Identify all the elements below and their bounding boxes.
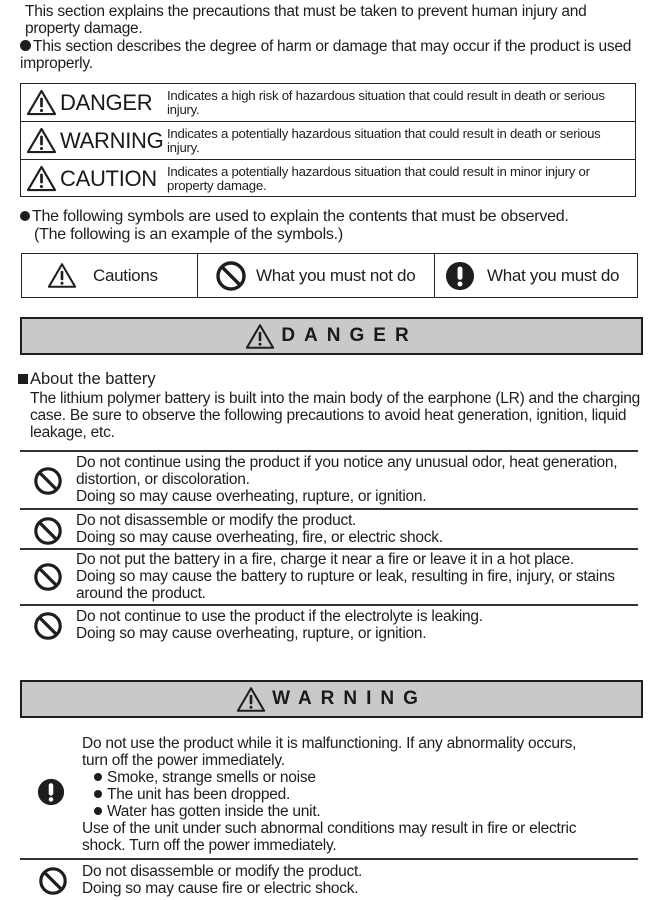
danger-banner bbox=[20, 317, 643, 355]
warning-triangle-icon bbox=[26, 165, 57, 192]
bullet-text: The unit has been dropped. bbox=[107, 786, 291, 803]
signal-word-table bbox=[20, 83, 636, 197]
divider bbox=[20, 604, 638, 606]
signal-description: Indicates a high risk of hazardous situation that could result in death or serious injury. bbox=[167, 87, 605, 117]
symbol-must-not bbox=[197, 254, 434, 297]
item-line: Doing so may cause overheating, rupture, or ignition. bbox=[76, 625, 427, 642]
banner-title: WARNING bbox=[272, 688, 427, 709]
intro-text: This section explains the precautions that must be taken to prevent human injury and property damage. bbox=[25, 3, 587, 37]
symbols-intro bbox=[20, 208, 650, 244]
item-line: distortion, or discoloration. bbox=[76, 471, 250, 488]
item-line: Do not disassemble or modify the product. bbox=[76, 512, 357, 529]
mandatory-exclamation-icon bbox=[37, 777, 65, 807]
item-bullet bbox=[82, 803, 576, 820]
prohibition-icon bbox=[33, 466, 63, 496]
signal-row-caution bbox=[21, 159, 635, 197]
warning-triangle-icon bbox=[245, 323, 275, 350]
item-line: Doing so may cause overheating, rupture, or ignition. bbox=[76, 488, 427, 505]
warning-item bbox=[82, 735, 576, 854]
danger-item bbox=[76, 551, 615, 602]
item-line: Doing so may cause overheating, fire, or electric shock. bbox=[76, 529, 443, 546]
prohibition-icon bbox=[33, 611, 63, 641]
item-line: around the product. bbox=[76, 585, 206, 602]
prohibition-icon bbox=[38, 866, 68, 896]
symbols-intro-line: The following symbols are used to explain the contents that must be observed. bbox=[32, 208, 569, 225]
subsection-body: The lithium polymer battery is built into the main body of the earphone (LR) and the charging case. Be sure to observe the following precautions to avoid heat generation, ignition, liquid leakage, etc. bbox=[30, 390, 641, 441]
item-line: Do not continue to use the product if the electrolyte is leaking. bbox=[76, 608, 483, 625]
symbols-intro-line: (The following is an example of the symbols.) bbox=[34, 226, 343, 243]
mandatory-exclamation-icon bbox=[445, 261, 475, 291]
bullet-icon bbox=[94, 790, 102, 798]
warning-item bbox=[82, 863, 362, 897]
signal-word: DANGER bbox=[60, 89, 153, 115]
danger-item bbox=[76, 512, 443, 546]
signal-row-danger bbox=[21, 84, 635, 121]
signal-row-warning bbox=[21, 121, 635, 159]
symbol-label: What you must not do bbox=[256, 265, 416, 285]
danger-item bbox=[76, 454, 617, 505]
divider bbox=[20, 548, 638, 550]
signal-description: Indicates a potentially hazardous situation that could result in minor injury or property damage. bbox=[167, 163, 590, 193]
divider bbox=[20, 508, 638, 510]
prohibition-icon bbox=[33, 516, 63, 546]
item-line: Do not disassemble or modify the product. bbox=[82, 863, 363, 880]
bullet-icon bbox=[20, 211, 30, 221]
item-line: Doing so may cause the battery to rupture or leak, resulting in fire, injury, or stains bbox=[76, 568, 615, 585]
bullet-icon bbox=[20, 40, 31, 51]
subsection-title bbox=[18, 370, 156, 388]
intro-bullet bbox=[20, 38, 640, 72]
item-line: Do not use the product while it is malfunctioning. If any abnormality occurs, bbox=[82, 735, 577, 752]
item-line: Do not continue using the product if you notice any unusual odor, heat generation, bbox=[76, 454, 618, 471]
prohibition-icon bbox=[33, 562, 63, 592]
item-line: Do not put the battery in a fire, charge it near a fire or leave it in a hot place. bbox=[76, 551, 574, 568]
bullet-text: Smoke, strange smells or noise bbox=[107, 769, 316, 786]
item-line: Use of the unit under such abnormal conditions may result in fire or electric bbox=[82, 820, 577, 837]
item-bullet bbox=[82, 769, 576, 786]
item-line: shock. Turn off the power immediately. bbox=[82, 837, 337, 854]
symbol-label: Cautions bbox=[93, 265, 158, 285]
item-line: Doing so may cause fire or electric shock. bbox=[82, 880, 359, 897]
warning-banner bbox=[20, 680, 643, 718]
bullet-icon bbox=[94, 773, 102, 781]
warning-triangle-icon bbox=[26, 127, 57, 154]
symbol-label: What you must do bbox=[487, 265, 620, 285]
subsection-title-text: About the battery bbox=[30, 370, 156, 388]
item-line: turn off the power immediately. bbox=[82, 752, 285, 769]
prohibition-icon bbox=[215, 260, 247, 292]
warning-triangle-icon bbox=[236, 686, 266, 713]
signal-description: Indicates a potentially hazardous situation that could result in death or serious injury. bbox=[167, 125, 601, 155]
symbol-cautions bbox=[22, 254, 197, 297]
bullet-text: Water has gotten inside the unit. bbox=[107, 803, 321, 820]
bullet-icon bbox=[94, 807, 102, 815]
square-bullet-icon bbox=[18, 374, 28, 384]
warning-triangle-icon bbox=[47, 262, 77, 289]
banner-title: DANGER bbox=[281, 325, 418, 346]
signal-word: WARNING bbox=[60, 127, 164, 153]
signal-word: CAUTION bbox=[60, 165, 157, 191]
symbols-table bbox=[21, 253, 638, 298]
warning-triangle-icon bbox=[26, 89, 57, 116]
divider bbox=[20, 450, 638, 452]
intro-bullet-text: This section describes the degree of harm or damage that may occur if the product is used improperly. bbox=[20, 38, 632, 72]
divider bbox=[20, 858, 638, 860]
item-bullet bbox=[82, 786, 576, 803]
danger-item bbox=[76, 608, 483, 642]
symbol-must-do bbox=[434, 254, 637, 297]
